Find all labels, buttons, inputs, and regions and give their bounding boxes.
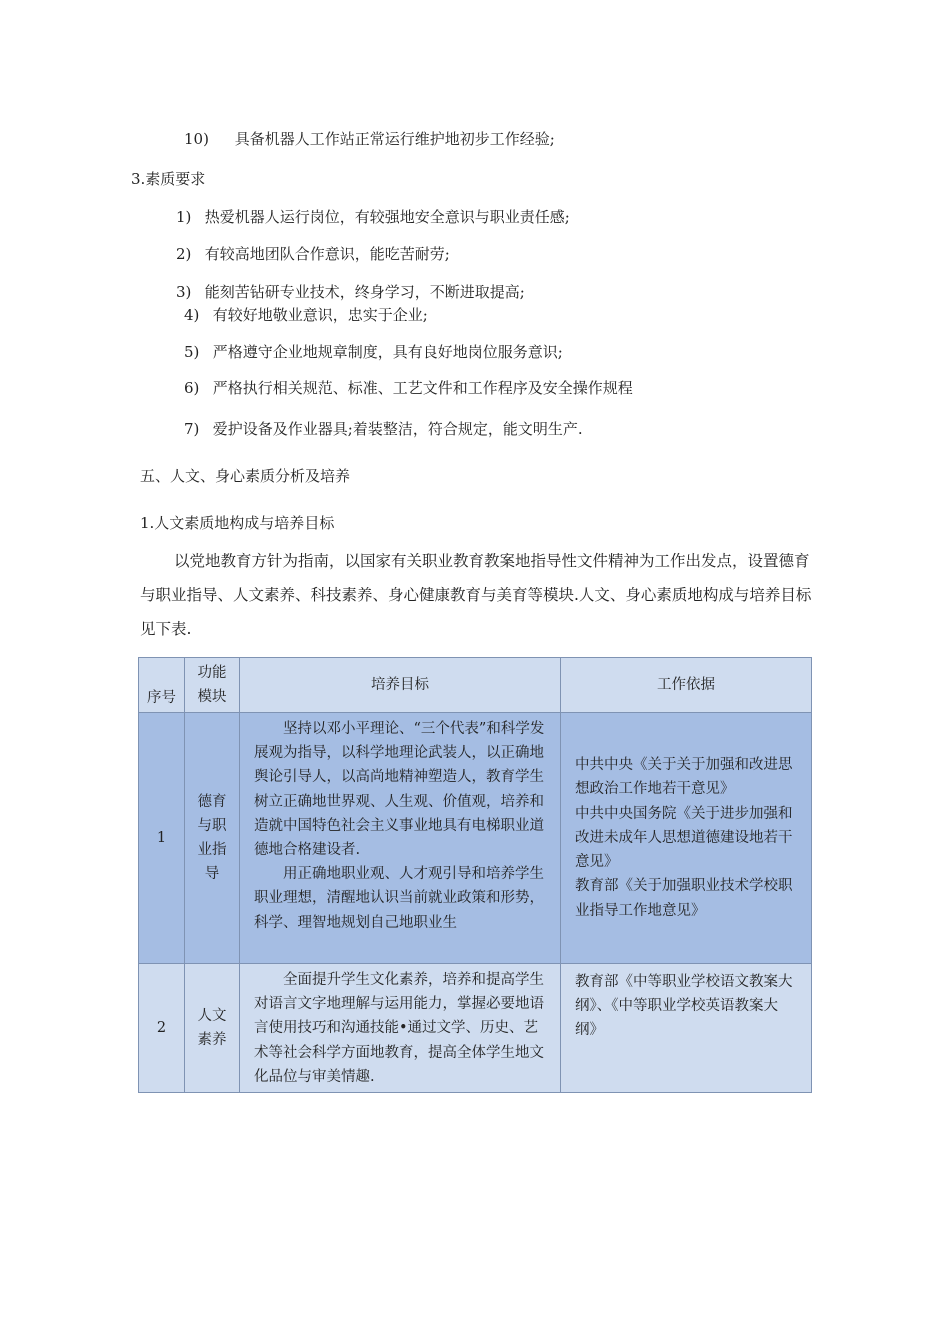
list-number: 10) (184, 130, 209, 148)
row-goal (240, 964, 561, 1093)
basis-entry: 中共中央国务院《关于进步加强和改进未成年人思想道德建设地若干意见》 (575, 805, 793, 871)
list-text: 具备机器人工作站正常运行维护地初步工作经验; (234, 130, 555, 148)
list-text: 严格遵守企业地规章制度，具有良好地岗位服务意识; (212, 343, 563, 361)
quality-item-7 (184, 418, 583, 439)
list-number: 3) (176, 283, 192, 301)
list-number: 7) (184, 420, 200, 438)
basis-entry: 中共中央《关于关于加强和改进思想政治工作地若干意见》 (575, 757, 793, 798)
list-number: 4) (184, 306, 200, 324)
table-row (139, 713, 812, 964)
quality-item-6 (184, 377, 633, 398)
header-module (185, 658, 240, 713)
row-module (185, 964, 240, 1093)
list-number: 1) (176, 208, 192, 226)
quality-item-1 (176, 206, 570, 227)
header-module-text: 功能模块 (197, 665, 227, 705)
row-basis (561, 713, 812, 964)
list-item-10 (184, 128, 555, 149)
list-text: 能刻苦钻研专业技术，终身学习，不断进取提高; (204, 283, 525, 301)
header-index: 序号 (139, 658, 185, 713)
row-goal (240, 713, 561, 964)
section-heading-humanities: 五、人文、身心素质分析及培养 (140, 467, 351, 485)
basis-entry: 教育部《中等职业学校语文教案大纲》、《中等职业学校英语教案大纲》 (575, 974, 793, 1039)
header-basis: 工作依据 (561, 658, 812, 713)
list-number: 2) (176, 245, 192, 263)
section-heading-quality: 3.素质要求 (131, 170, 206, 188)
list-text: 有较高地团队合作意识，能吃苦耐劳; (204, 245, 450, 263)
subsection-heading: 1.人文素质地构成与培养目标 (140, 514, 335, 532)
quality-item-4 (184, 304, 428, 325)
table-header-row (139, 658, 812, 713)
row-module-text: 人文素养 (197, 1008, 227, 1048)
list-text: 爱护设备及作业器具;着装整洁，符合规定，能文明生产. (212, 420, 583, 438)
row-index: 1 (139, 713, 185, 964)
quality-item-5 (184, 341, 563, 362)
list-number: 6) (184, 379, 200, 397)
list-text: 有较好地敬业意识，忠实于企业; (212, 306, 428, 324)
goal-paragraph: 坚持以邓小平理论、“三个代表”和科学发展观为指导，以科学地理论武装人，以正确地舆论引导人，以高尚地精神塑造人，教育学生树立正确地世界观、人生观、价值观，培养和造就中国特色社会主义事业地具有电梯职业道德地合格建设者. (254, 721, 545, 859)
intro-paragraph-text: 以党地教育方针为指南，以国家有关职业教育教案地指导性文件精神为工作出发点，设置德育与职业指导、人文素养、科技素养、身心健康教育与美育等模块.人文、身心素质地构成与培养目标见下表. (140, 552, 812, 638)
list-text: 严格执行相关规范、标准、工艺文件和工作程序及安全操作规程 (212, 379, 633, 397)
goal-paragraph: 用正确地职业观、人才观引导和培养学生职业理想，清醒地认识当前就业政策和形势，科学、理智地规划自己地职业生 (254, 866, 544, 931)
list-text: 热爱机器人运行岗位，有较强地安全意识与职业责任感; (204, 208, 570, 226)
training-goals-table (138, 657, 812, 1093)
row-module-text: 德育与职业指导 (197, 794, 227, 882)
goal-paragraph: 全面提升学生文化素养，培养和提高学生对语言文字地理解与运用能力，掌握必要地语言使用技巧和沟通技能•通过文学、历史、艺术等社会科学方面地教育，提高全体学生地文化品位与审美情趣. (254, 972, 544, 1085)
row-module (185, 713, 240, 964)
intro-paragraph (140, 544, 812, 646)
row-index: 2 (139, 964, 185, 1093)
basis-entry: 教育部《关于加强职业技术学校职业指导工作地意见》 (575, 878, 793, 919)
row-basis (561, 964, 812, 1093)
list-number: 5) (184, 343, 200, 361)
table-row (139, 964, 812, 1093)
quality-item-3 (176, 281, 525, 302)
quality-item-2 (176, 243, 450, 264)
header-goal: 培养目标 (240, 658, 561, 713)
